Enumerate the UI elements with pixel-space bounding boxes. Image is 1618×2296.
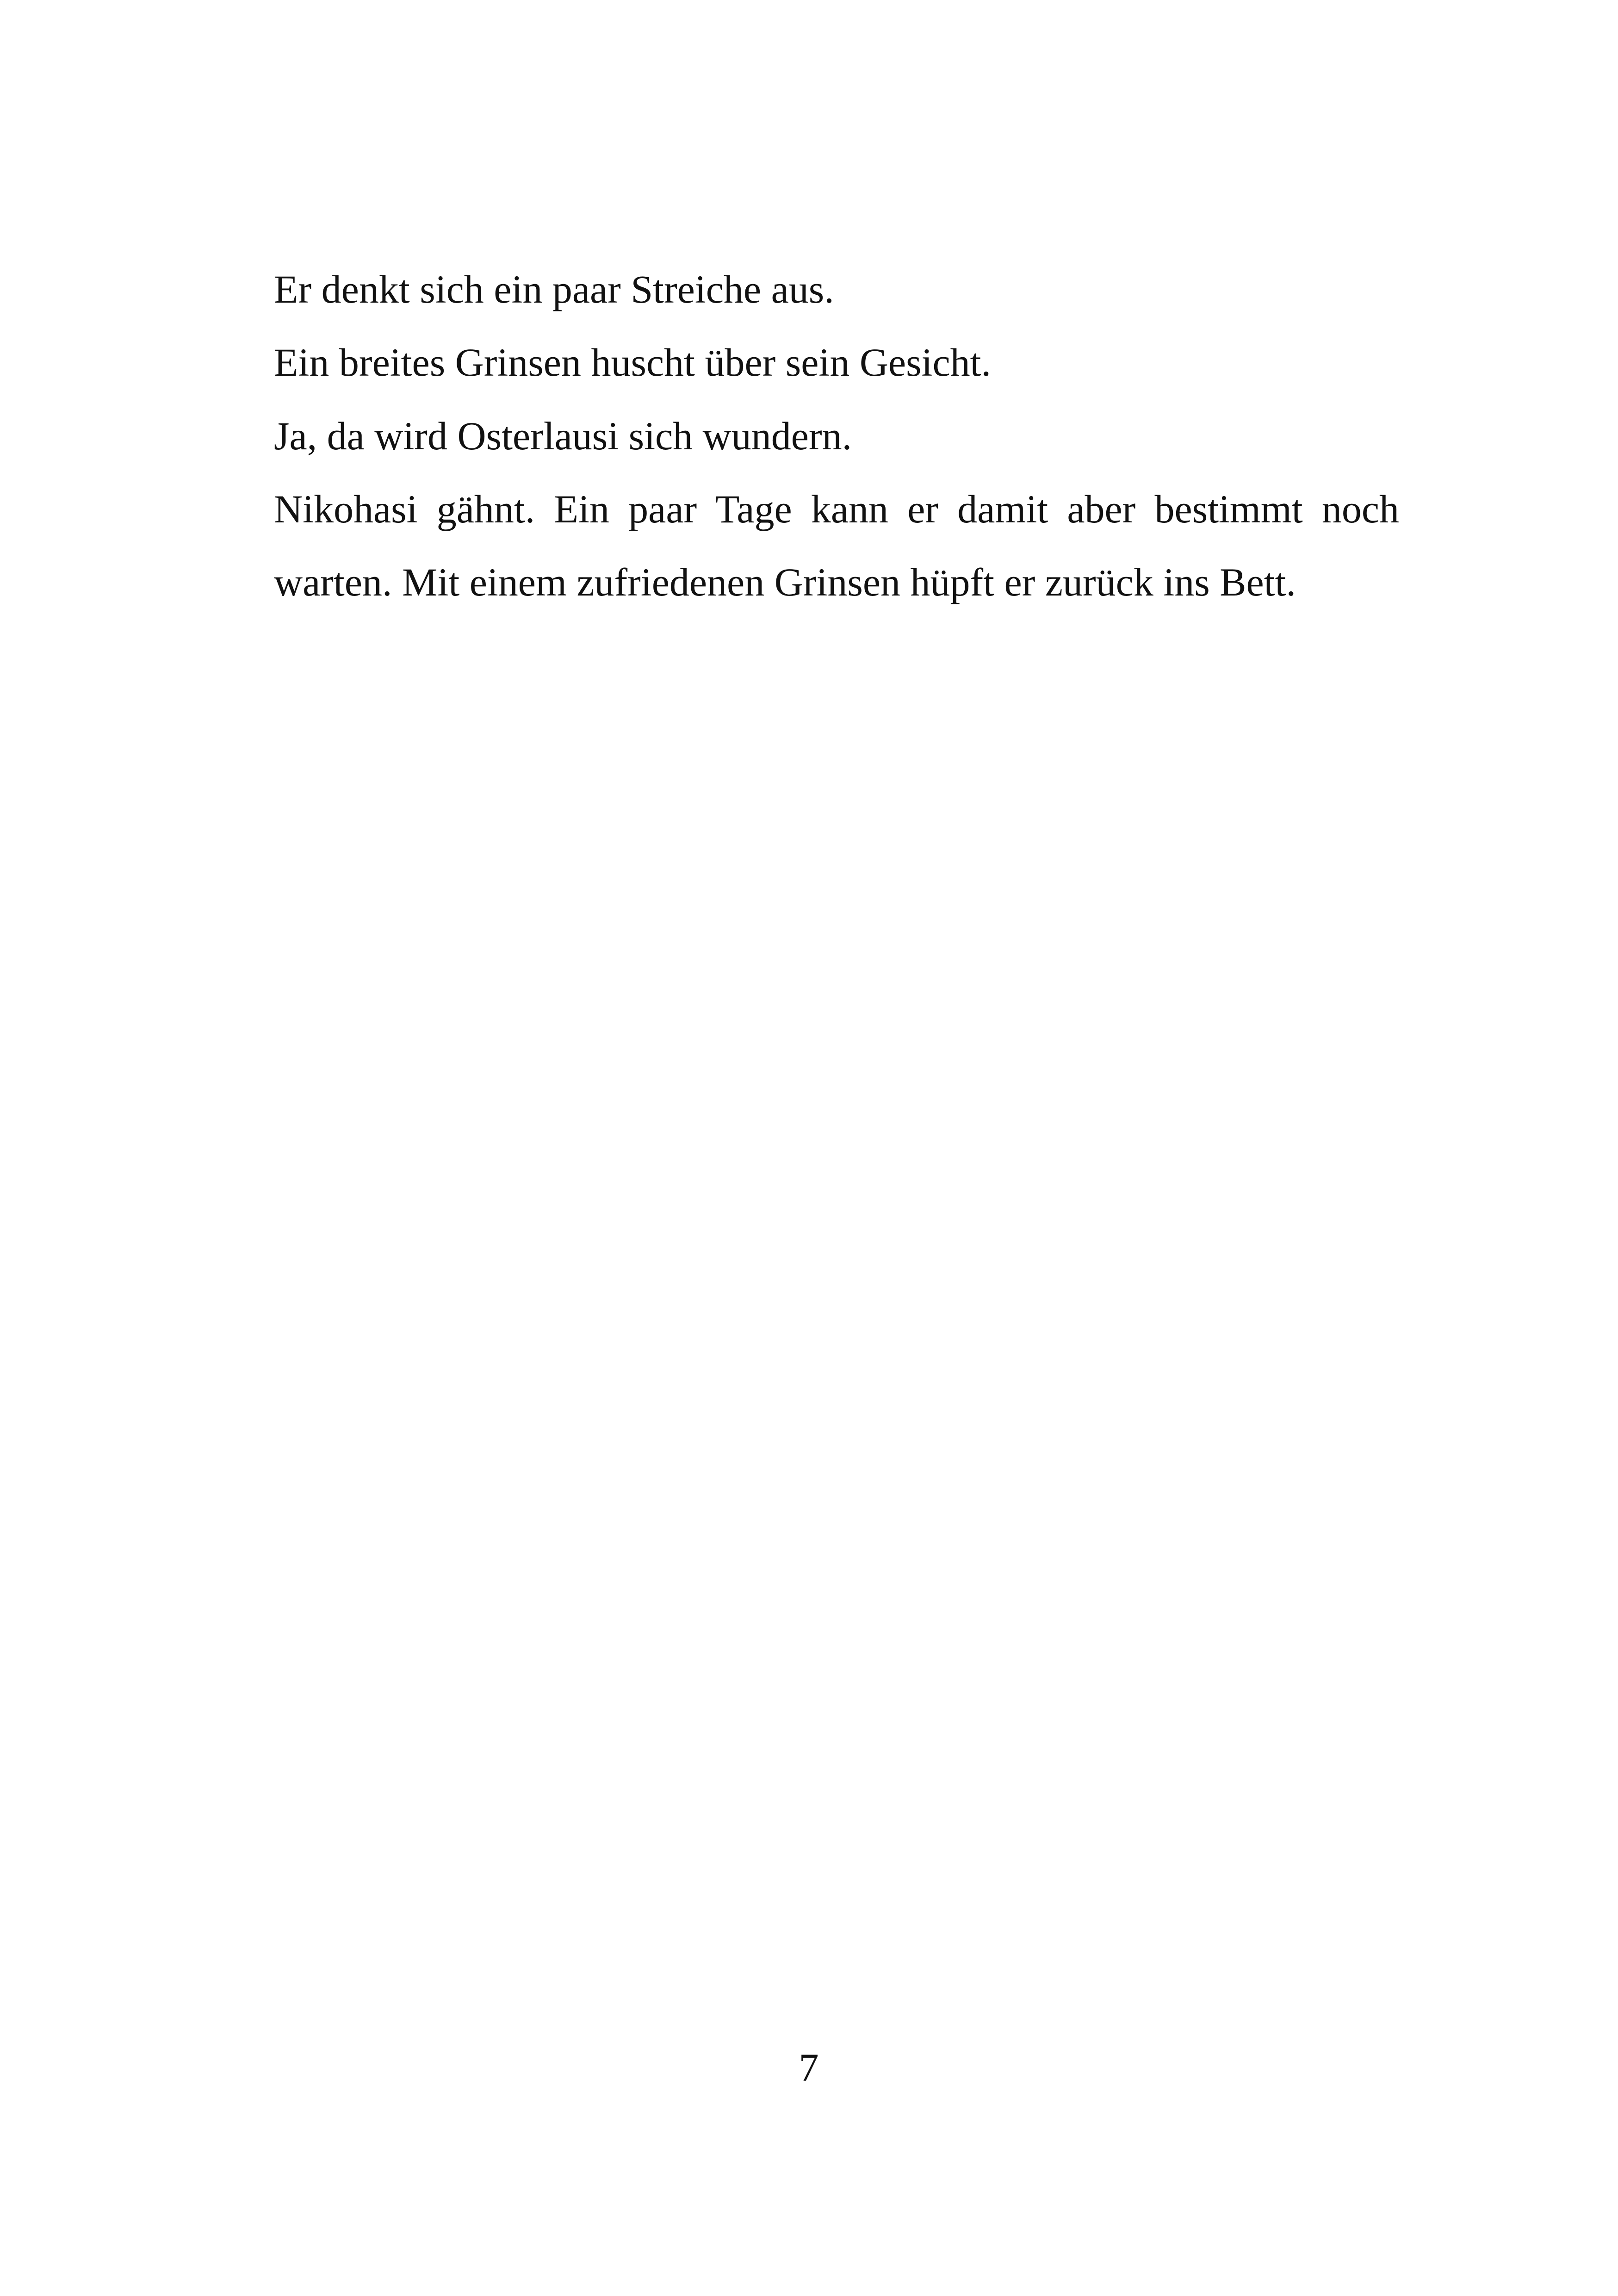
- text-line-2: Ein breites Grinsen huscht über sein Gesicht.: [274, 340, 992, 385]
- text-line-4: Nikohasi gähnt. Ein paar Tage kann er damit aber bestimmt noch: [274, 487, 1399, 531]
- text-line-1: Er denkt sich ein paar Streiche aus.: [274, 267, 834, 311]
- text-line-3: Ja, da wird Osterlausi sich wundern.: [274, 414, 852, 458]
- text-line-5: warten. Mit einem zufriedenen Grinsen hüpft er zurück ins Bett.: [274, 560, 1296, 604]
- page-number: 7: [799, 2045, 819, 2090]
